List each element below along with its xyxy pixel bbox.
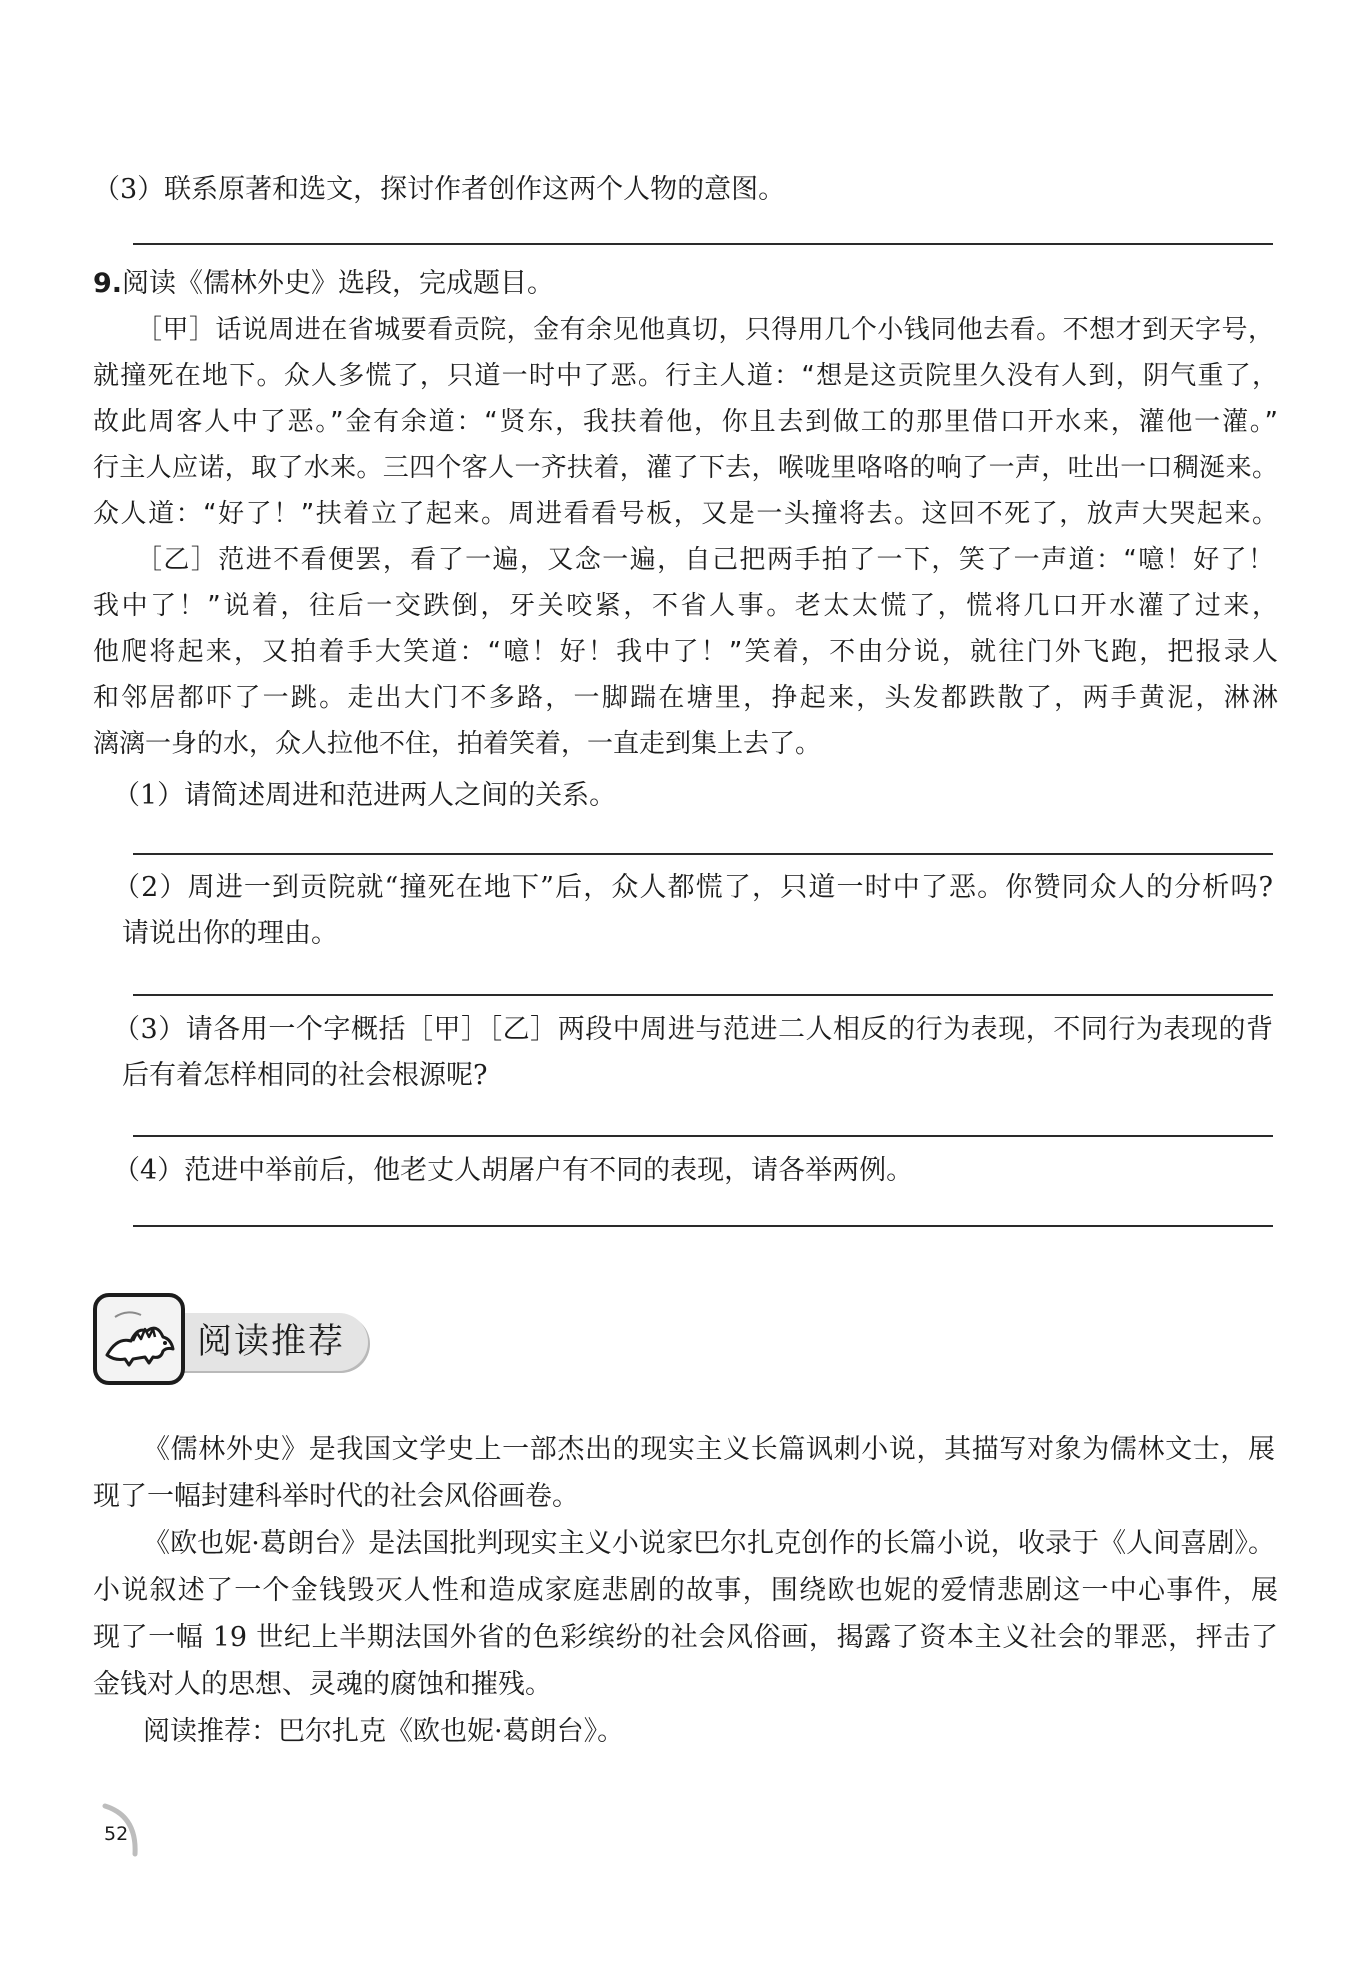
q9-sub2-prompt-line1: （2）周进一到贡院就“撞死在地下”后，众人都慌了，只道一时中了恶。你赞同众人的分析吗? <box>113 872 1273 903</box>
recommend-line: 《欧也妮·葛朗台》是法国批判现实主义小说家巴尔扎克创作的长篇小说，收录于《人间喜剧》。 <box>143 1528 1275 1559</box>
passage-line: 就撞死在地下。众人多慌了，只道一时中了恶。行主人道：“想是这贡院里久没有人到，阴气重了， <box>93 361 1278 391</box>
q9-sub3-prompt-line2: 后有着怎样相同的社会根源呢? <box>122 1060 488 1091</box>
q8-sub3-answer-line[interactable] <box>133 243 1273 245</box>
q9-sub2-prompt-line2: 请说出你的理由。 <box>122 918 338 949</box>
q9-heading <box>93 266 1278 302</box>
recommend-line: 金钱对人的思想、灵魂的腐蚀和摧残。 <box>93 1669 552 1700</box>
q9-number: 9. <box>93 268 123 299</box>
q9-sub2-answer-line[interactable] <box>133 994 1273 996</box>
passage-line: 故此周客人中了恶。”金有余道：“贤东，我扶着他，你且去到做工的那里借口开水来，灌他一灌。” <box>93 407 1278 437</box>
passage-line: 行主人应诺，取了水来。三四个客人一齐扶着，灌了下去，喉咙里咯咯的响了一声，吐出一口稠涎来。 <box>93 453 1278 483</box>
page-number: 52 <box>104 1823 129 1845</box>
recommend-line: 现了一幅 19 世纪上半期法国外省的色彩缤纷的社会风俗画，揭露了资本主义社会的罪恶，抨击了 <box>93 1622 1278 1653</box>
q9-sub3-answer-line[interactable] <box>133 1135 1273 1137</box>
q9-title: 阅读《儒林外史》选段，完成题目。 <box>122 268 555 299</box>
q9-sub4-answer-line[interactable] <box>133 1225 1273 1227</box>
q9-sub1-prompt: （1）请简述周进和范进两人之间的关系。 <box>113 780 617 811</box>
dinosaur-drawing <box>97 1297 181 1381</box>
recommend-line: 《儒林外史》是我国文学史上一部杰出的现实主义长篇讽刺小说，其描写对象为儒林文士，展 <box>143 1434 1275 1465</box>
q9-sub3-prompt-line1: （3）请各用一个字概括［甲］［乙］两段中周进与范进二人相反的行为表现，不同行为表现的背 <box>113 1014 1273 1045</box>
reading-recommendation-heading: 阅读推荐 <box>197 1322 346 1362</box>
q9-sub4-prompt: （4）范进中举前后，他老丈人胡屠户有不同的表现，请各举两例。 <box>113 1155 914 1186</box>
passage-line: 漓漓一身的水，众人拉他不住，拍着笑着，一直走到集上去了。 <box>93 729 822 759</box>
passage-line: 和邻居都吓了一跳。走出大门不多路，一脚踹在塘里，挣起来，头发都跌散了，两手黄泥，淋淋 <box>93 683 1278 713</box>
q8-sub3-prompt: （3）联系原著和选文，探讨作者创作这两个人物的意图。 <box>93 174 786 205</box>
passage-line: ［乙］范进不看便罢，看了一遍，又念一遍，自己把两手拍了一下，笑了一声道：“噫！好了！ <box>136 545 1274 575</box>
recommend-line: 阅读推荐：巴尔扎克《欧也妮·葛朗台》。 <box>143 1716 625 1747</box>
q9-sub1-answer-line[interactable] <box>133 853 1273 855</box>
passage-line: 众人道：“好了！”扶着立了起来。周进看看号板，又是一头撞将去。这回不死了，放声大哭起来。 <box>93 499 1278 529</box>
reading-recommendation-badge <box>93 1293 373 1389</box>
passage-line: ［甲］话说周进在省城要看贡院，金有余见他真切，只得用几个小钱同他去看。不想才到天字号， <box>136 315 1274 345</box>
passage-line: 我中了！”说着，往后一交跌倒，牙关咬紧，不省人事。老太太慌了，慌将几口开水灌了过来， <box>93 591 1278 621</box>
passage-line: 他爬将起来，又拍着手大笑道：“噫！好！我中了！”笑着，不由分说，就往门外飞跑，把报录人 <box>93 637 1278 667</box>
dinosaur-icon <box>93 1293 185 1385</box>
recommend-line: 小说叙述了一个金钱毁灭人性和造成家庭悲剧的故事，围绕欧也妮的爱情悲剧这一中心事件，展 <box>93 1575 1278 1606</box>
recommend-line: 现了一幅封建科举时代的社会风俗画卷。 <box>93 1481 579 1512</box>
